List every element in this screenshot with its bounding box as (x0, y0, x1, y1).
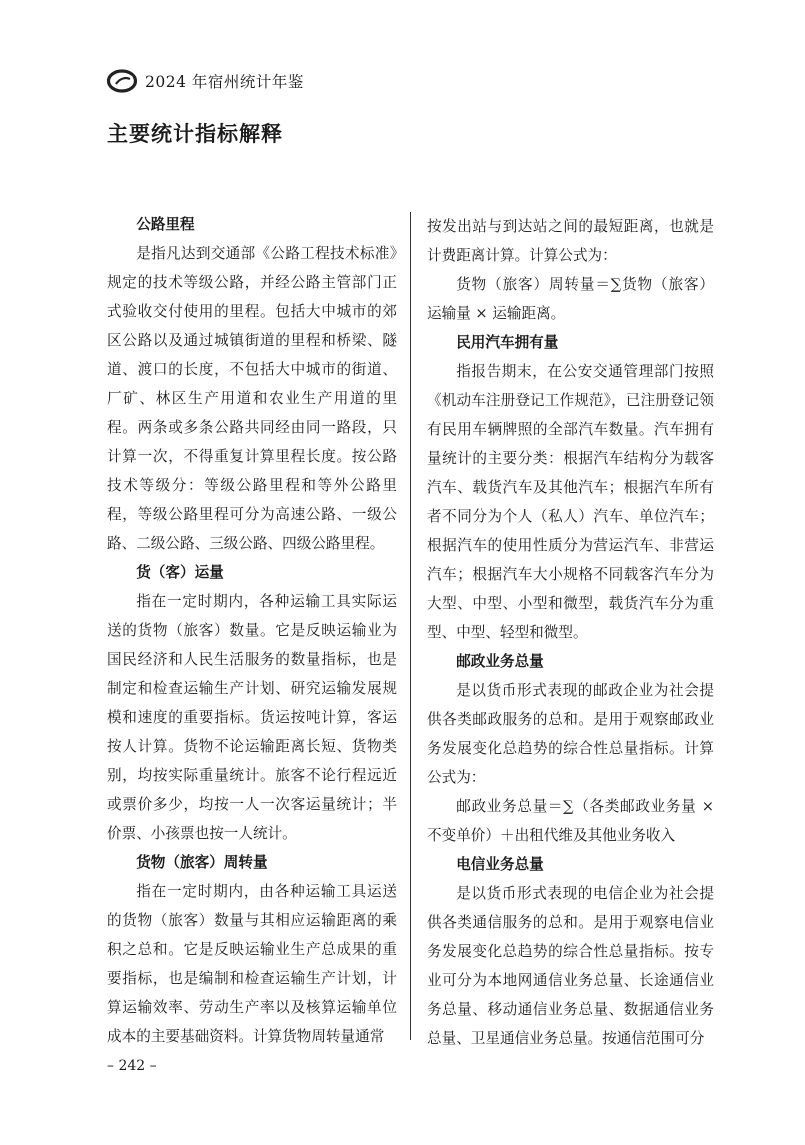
paragraph-civil-vehicles: 指报告期末，在公安交通管理部门按照《机动车注册登记工作规范》，已注册登记领有民用车辆牌照的全部汽车数量。汽车拥有量统计的主要分类：根据汽车结构分为载客汽车、载货汽车及其他汽车；根据汽车所有者不同分为个人（私人）汽车、单位汽车；根据汽车的使用性质分为营运汽车、非营运汽车；根据汽车大小规格不同载客汽车分为大型、中型、小型和微型，载货汽车分为重型、中型、轻型和微型。 (427, 363, 714, 641)
heading-civil-vehicles: 民用汽车拥有量 (456, 334, 559, 351)
page-header (107, 66, 304, 96)
paragraph-freight-passenger-volume: 指在一定时期内，各种运输工具实际运送的货物（旅客）数量。它是反映运输业为国民经济和人民生活服务的数量指标，也是制定和检查运输生产计划、研究运输发展规模和速度的重要指标。货运按吨计算，客运按人计算。货物不论运输距离长短、货物类别，均按实际重量统计。旅客不论行程远近或票价多少，均按一人一次客运量统计；半价票、小孩票也按一人统计。 (107, 593, 397, 842)
paragraph-turnover-volume: 指在一定时期内，由各种运输工具运送的货物（旅客）数量与其相应运输距离的乘积之总和。它是反映运输业生产总成果的重要指标，也是编制和检查运输生产计划，计算运输效率、劳动生产率以及核算运输单位成本的主要基础资料。计算货物周转量通常 (107, 883, 397, 1045)
yearbook-logo-icon (107, 68, 137, 94)
right-column (427, 212, 714, 1053)
formula-postal-business: 邮政业务总量＝∑（各类邮政业务量 × 不变单价）＋出租代维及其他业务收入 (427, 798, 714, 844)
formula-turnover: 货物（旅客）周转量＝∑货物（旅客）运输量 × 运输距离。 (427, 276, 714, 322)
left-column (107, 210, 397, 1051)
heading-freight-passenger-volume: 货（客）运量 (136, 564, 224, 581)
page-number: – 242 – (107, 1058, 157, 1074)
section-title: 主要统计指标解释 (107, 122, 283, 146)
paragraph-highway-mileage: 是指凡达到交通部《公路工程技术标准》规定的技术等级公路，并经公路主管部门正式验收交付使用的里程。包括大中城市的郊区公路以及通过城镇街道的里程和桥梁、隧道、渡口的长度，不包括大中城市的街道、厂矿、林区生产用道和农业生产用道的里程。两条或多条公路共同经由同一路段，只计算一次，不得重复计算里程长度。按公路技术等级分：等级公路里程和等外公路里程，等级公路里程可分为高速公路、一级公路、二级公路、三级公路、四级公路里程。 (107, 245, 397, 552)
book-title: 2024 年宿州统计年鉴 (145, 73, 304, 91)
column-divider (410, 212, 411, 1040)
heading-postal-business: 邮政业务总量 (456, 653, 544, 670)
heading-telecom-business: 电信业务总量 (456, 856, 544, 873)
heading-turnover-volume: 货物（旅客）周转量 (136, 854, 268, 871)
paragraph-telecom-business: 是以货币形式表现的电信企业为社会提供各类通信服务的总和。是用于观察电信业务发展变化总趋势的综合性总量指标。按专业可分为本地网通信业务总量、长途通信业务总量、移动通信业务总量、数据通信业务总量、卫星通信业务总量。按通信范围可分 (427, 885, 714, 1047)
paragraph-postal-business: 是以货币形式表现的邮政企业为社会提供各类邮政服务的总和。是用于观察邮政业务发展变化总趋势的综合性总量指标。计算公式为： (427, 682, 714, 786)
heading-highway-mileage: 公路里程 (136, 216, 195, 233)
paragraph-turnover-continued: 按发出站与到达站之间的最短距离，也就是计费距离计算。计算公式为： (427, 218, 714, 264)
